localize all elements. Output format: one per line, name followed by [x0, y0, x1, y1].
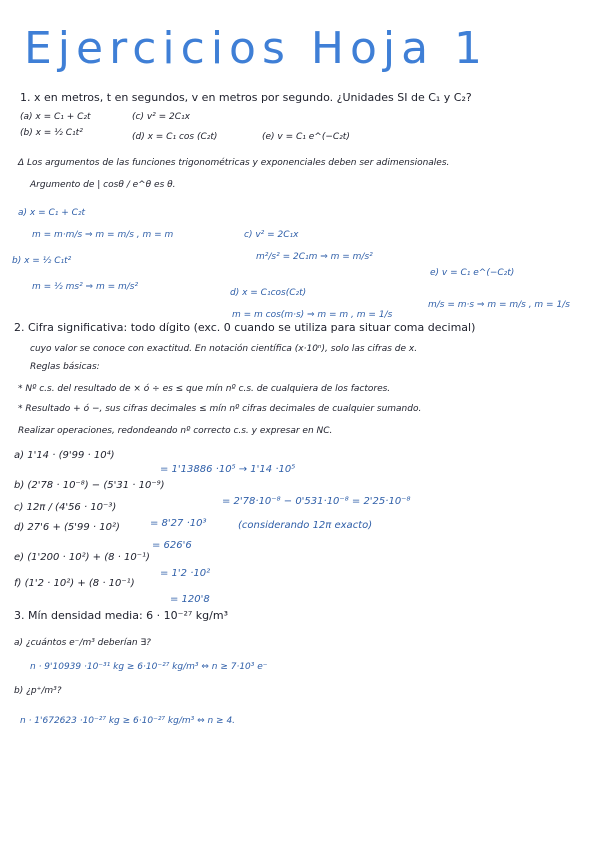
ex2-line-2: cuyo valor se conoce con exactitud. En notación científica (x·10ⁿ), solo las cifras de x. [30, 344, 418, 354]
ex1-sol-b-1: b) x = ½ C₁t² [12, 256, 72, 266]
ex2-item-c-solution: = 8'27 ·10³ [150, 518, 207, 529]
ex2-rules-title: Reglas básicas: [30, 362, 100, 372]
ex2-item-b: b) (2'78 · 10⁻⁸) − (5'31 · 10⁻⁹) [14, 480, 165, 491]
ex1-note-1: Δ Los argumentos de las funciones trigonométricas y exponenciales deben ser adimensionales. [18, 158, 450, 168]
ex1-note-2: Argumento de | cosθ / e^θ es θ. [30, 180, 176, 190]
ex1-header: 1. x en metros, t en segundos, v en metros por segundo. ¿Unidades SI de C₁ y C₂? [20, 91, 472, 104]
ex2-item-c: c) 12π / (4'56 · 10⁻³) [14, 502, 117, 513]
ex2-instructions: Realizar operaciones, redondeando nº correcto c.s. y expresar en NC. [18, 426, 333, 436]
ex2-item-e-solution: = 1'2 ·10² [160, 568, 211, 579]
ex1-sol-a-2: m = m·m/s ⇒ m = m/s , m = m [32, 230, 174, 240]
ex2-item-c-note: (considerando 12π exacto) [238, 520, 373, 531]
ex1-item-c: (c) v² = 2C₁x [132, 112, 190, 122]
ex2-item-e: e) (1'200 · 10²) + (8 · 10⁻¹) [14, 552, 150, 563]
ex2-header: 2. Cifra significativa: todo dígito (exc. 0 cuando se utiliza para situar coma decimal) [14, 321, 476, 334]
ex1-sol-c-1: c) v² = 2C₁x [244, 230, 299, 240]
ex1-sol-a-1: a) x = C₁ + C₂t [18, 208, 86, 218]
ex1-sol-e-2: m/s = m·s ⇒ m = m/s , m = 1/s [428, 300, 570, 310]
ex2-item-a-solution: = 1'13886 ·10⁵ → 1'14 ·10⁵ [160, 464, 296, 475]
ex1-item-d: (d) x = C₁ cos (C₂t) [132, 132, 218, 142]
ex2-item-d: d) 27'6 + (5'99 · 10²) [14, 522, 120, 533]
ex1-sol-d-1: d) x = C₁cos(C₂t) [230, 288, 307, 298]
ex1-item-a: (a) x = C₁ + C₂t [20, 112, 91, 122]
ex3-answer-a: n · 9'10939 ·10⁻³¹ kg ≥ 6·10⁻²⁷ kg/m³ ⇔ n ≥ 7·10³ e⁻ [30, 662, 268, 672]
ex3-answer-b: n · 1'672623 ·10⁻²⁷ kg ≥ 6·10⁻²⁷ kg/m³ ⇔ n ≥ 4. [20, 716, 236, 726]
ex1-item-b: (b) x = ½ C₁t² [20, 128, 83, 138]
ex3-question-b: b) ¿p⁺/m³? [14, 686, 62, 696]
ex1-item-e: (e) v = C₁ e^(−C₂t) [262, 132, 350, 142]
ex3-header: 3. Mín densidad media: 6 · 10⁻²⁷ kg/m³ [14, 609, 228, 622]
ex1-sol-b-2: m = ½ ms² ⇒ m = m/s² [32, 282, 139, 292]
ex2-rule-1: * Nº c.s. del resultado de × ó ÷ es ≤ que mín nº c.s. de cualquiera de los factores. [18, 384, 391, 394]
ex1-sol-d-2: m = m cos(m·s) ⇒ m = m , m = 1/s [232, 310, 393, 320]
ex2-item-d-solution: = 626'6 [152, 540, 192, 551]
ex2-item-a: a) 1'14 · (9'99 · 10⁴) [14, 450, 115, 461]
ex1-sol-e-1: e) v = C₁ e^(−C₂t) [430, 268, 515, 278]
ex2-rule-2: * Resultado + ó −, sus cifras decimales ≤ mín nº cifras decimales de cualquier sumando. [18, 404, 422, 414]
page-title: Ejercicios Hoja 1 [24, 23, 489, 74]
ex2-item-f: f) (1'2 · 10²) + (8 · 10⁻¹) [14, 578, 135, 589]
ex1-sol-c-2: m²/s² = 2C₁m ⇒ m = m/s² [256, 252, 373, 262]
ex3-question-a: a) ¿cuántos e⁻/m³ deberían ∃? [14, 638, 151, 648]
ex2-item-f-solution: = 120'8 [170, 594, 210, 605]
ex2-item-b-solution: = 2'78·10⁻⁸ − 0'531·10⁻⁸ = 2'25·10⁻⁸ [222, 496, 411, 507]
